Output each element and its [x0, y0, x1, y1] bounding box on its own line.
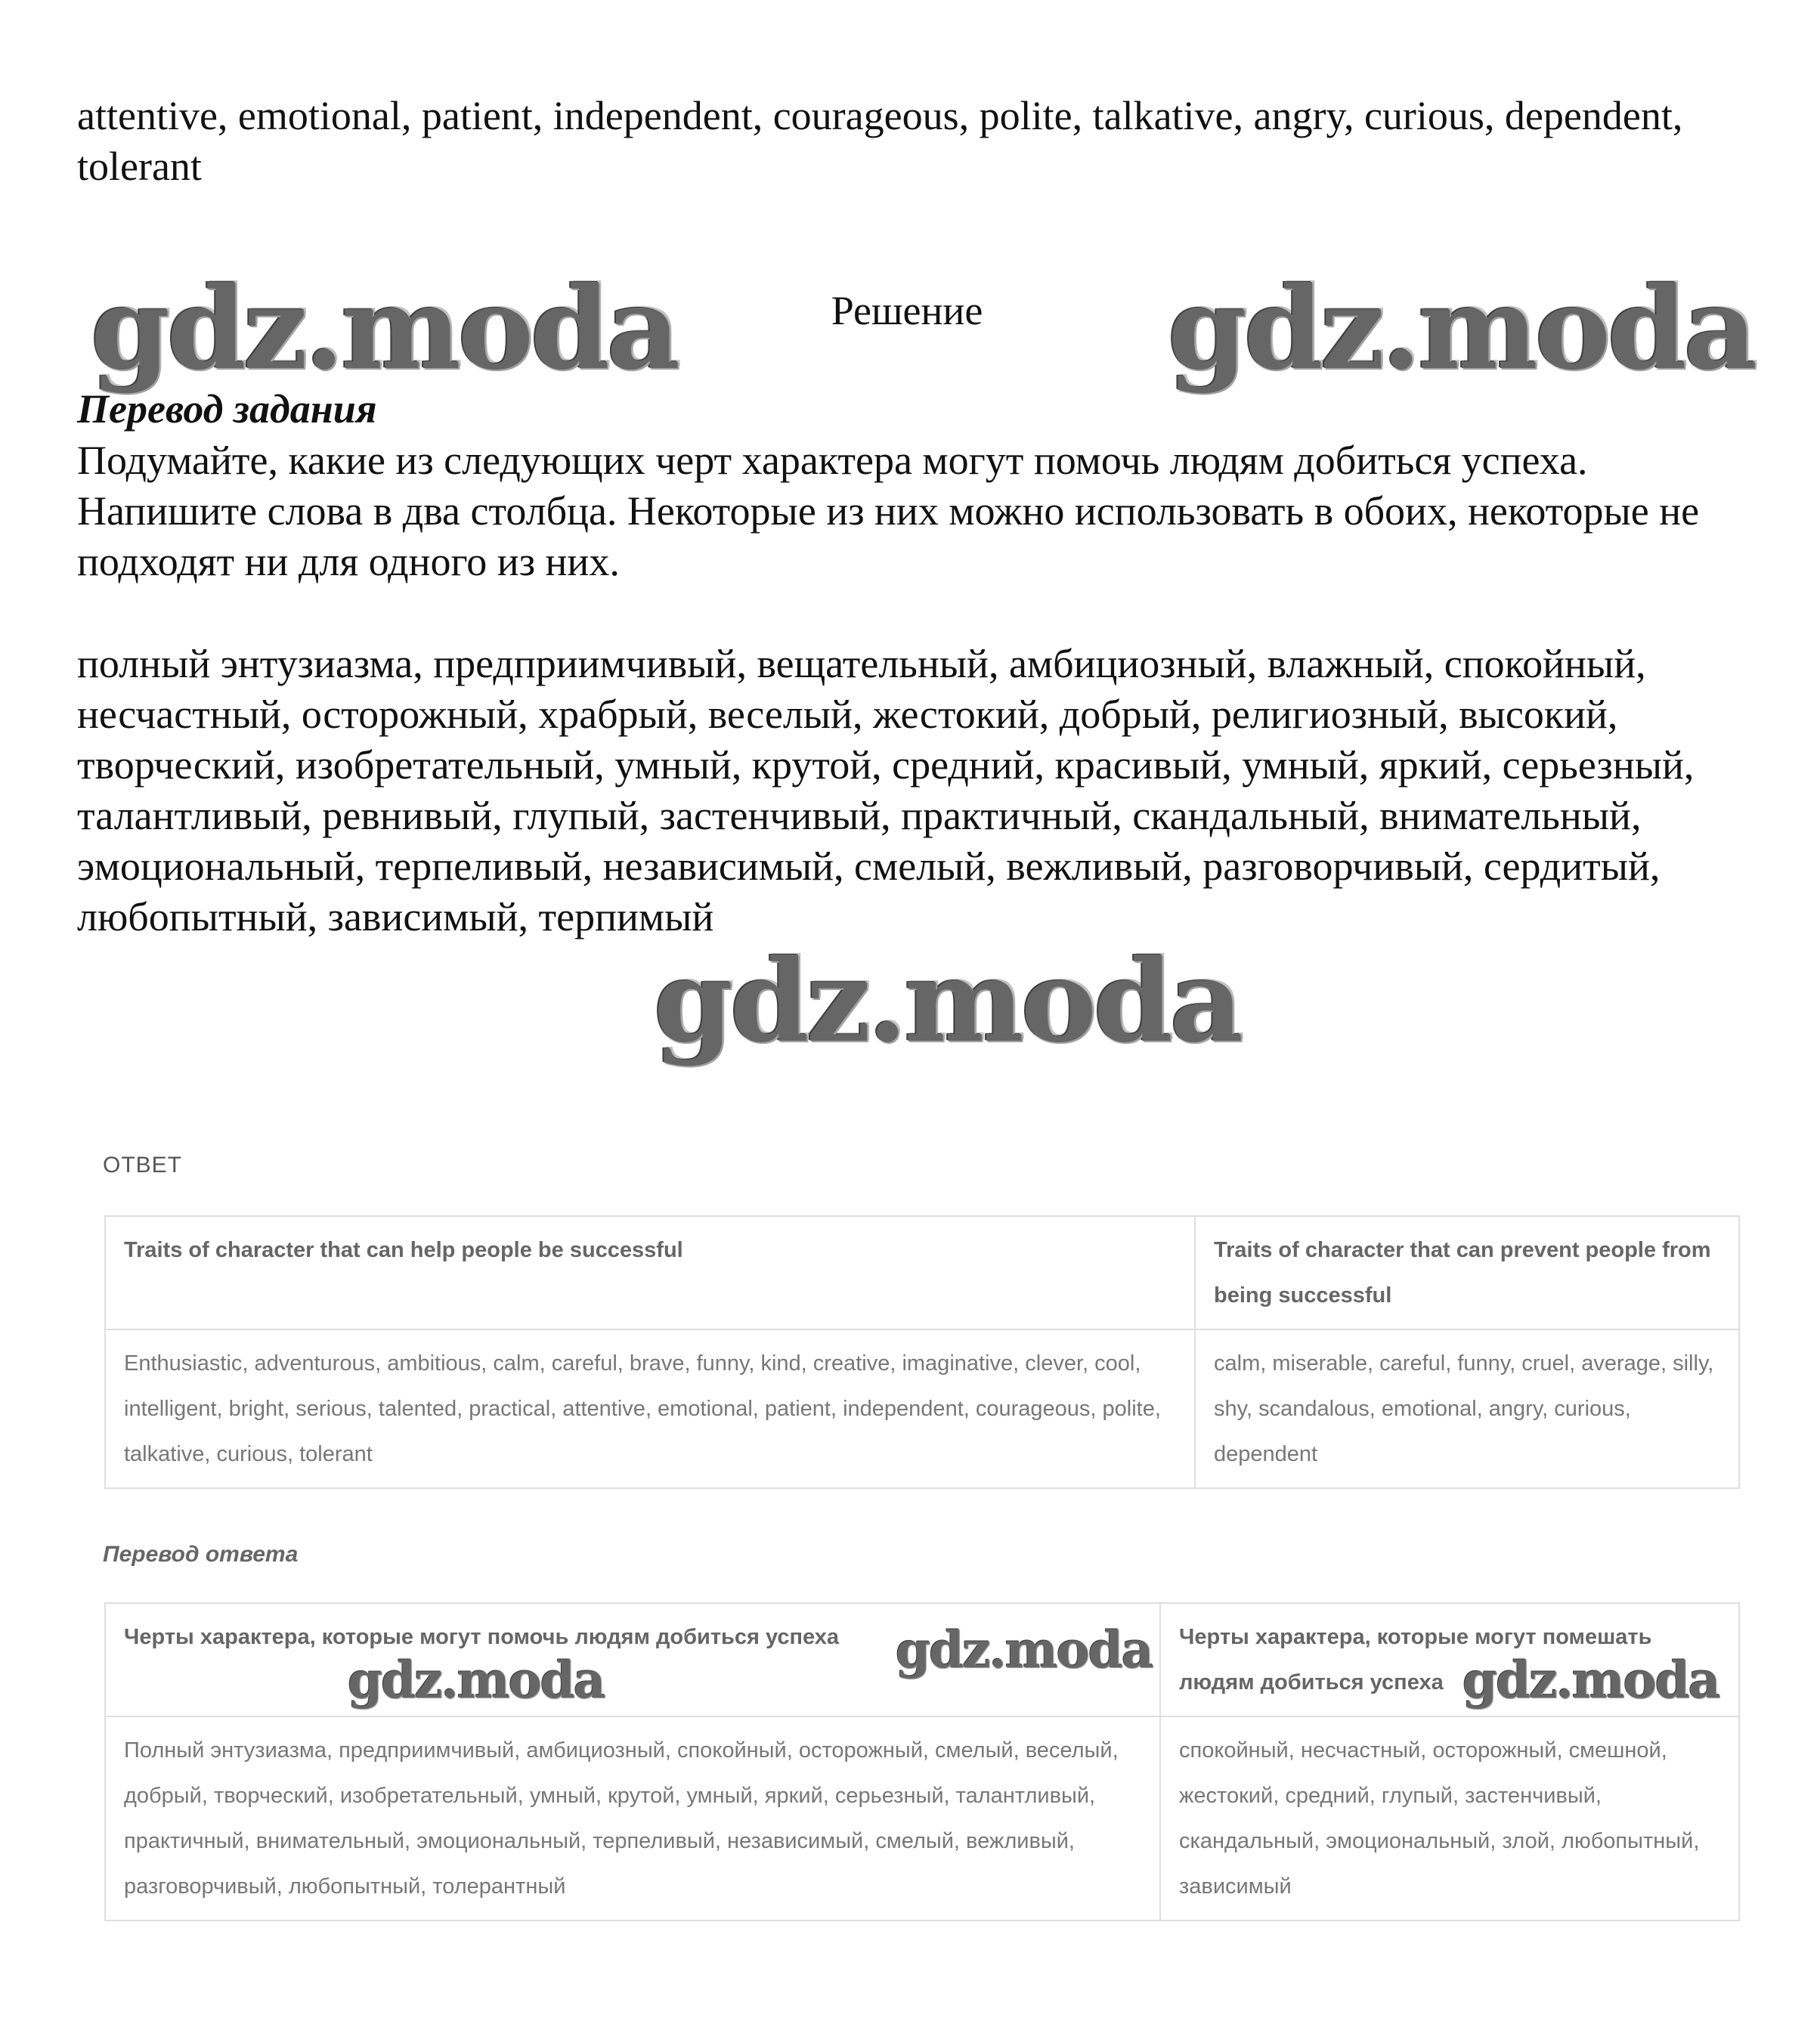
watermark-logo: gdz.moda — [348, 1651, 605, 1710]
task-word-list: attentive, emotional, patient, independent, courageous, polite, talkative, angry, curious, dependent, tolerant — [77, 93, 1683, 189]
watermark-logo: gdz.moda — [1168, 262, 1755, 395]
table-header-cell: Черты характера, которые могут помешать людям добиться успеха — [1160, 1603, 1739, 1716]
translated-word-list: полный энтузиазма, предприимчивый, вещательный, амбициозный, влажный, спокойный, несчастный, осторожный, храбрый, веселый, жестокий, добрый, религиозный, высокий, творческий, изобретательный, умный, крутой, средний, красивый, умный, яркий, серьезный, талантливый, ревнивый, глупый, застенчивый, практичный, скандальный, внимательный, эмоциональный, терпеливый, независимый, смелый, вежливый, разговорчивый, сердитый, любопытный, зависимый, терпимый — [77, 641, 1695, 939]
watermark-logo: gdz.moda — [896, 1620, 1153, 1679]
answer-translation-label: Перевод ответа — [103, 1542, 299, 1567]
table-cell: calm, miserable, careful, funny, cruel, average, silly, shy, scandalous, emotional, angry, curious, dependent — [1195, 1329, 1739, 1488]
table-row — [105, 1329, 1739, 1488]
table-cell: спокойный, несчастный, осторожный, смешной, жестокий, средний, глупый, застенчивый, скандальный, эмоциональный, злой, любопытный, зависимый — [1160, 1716, 1739, 1921]
table-row — [105, 1716, 1739, 1921]
table-cell: Enthusiastic, adventurous, ambitious, calm, careful, brave, funny, kind, creative, imaginative, clever, cool, intelligent, bright, serious, talented, practical, attentive, emotional, patient, independent, courageous, polite, talkative, curious, tolerant — [105, 1329, 1195, 1488]
answer-table — [104, 1215, 1740, 1489]
watermark-logo: gdz.moda — [654, 935, 1241, 1068]
table-header-cell: Traits of character that can help people be successful — [105, 1216, 1195, 1329]
table-cell: Полный энтузиазма, предприимчивый, амбициозный, спокойный, осторожный, смелый, веселый, добрый, творческий, изобретательный, умный, крутой, умный, яркий, серьезный, талантливый, практичный, внимательный, эмоциональный, терпеливый, независимый, смелый, вежливый, разговорчивый, любопытный, толерантный — [105, 1716, 1160, 1921]
answer-label: ОТВЕТ — [103, 1153, 183, 1178]
watermark-logo: gdz.moda — [1462, 1651, 1719, 1710]
table-row — [105, 1216, 1739, 1329]
task-translation-text: Подумайте, какие из следующих черт характера могут помочь людям добиться успеха. Напишите слова в два столбца. Некоторые из них можно использовать в обоих, некоторые не подходят ни для одного из них. — [77, 438, 1700, 584]
table-header-cell: Traits of character that can prevent people from being successful — [1195, 1216, 1739, 1329]
watermark-logo: gdz.moda — [91, 262, 678, 395]
table-header-cell: Черты характера, которые могут помочь людям добиться успеха — [105, 1603, 1160, 1716]
task-translation-heading: Перевод задания — [77, 386, 377, 432]
solution-heading: Решение — [831, 288, 983, 333]
